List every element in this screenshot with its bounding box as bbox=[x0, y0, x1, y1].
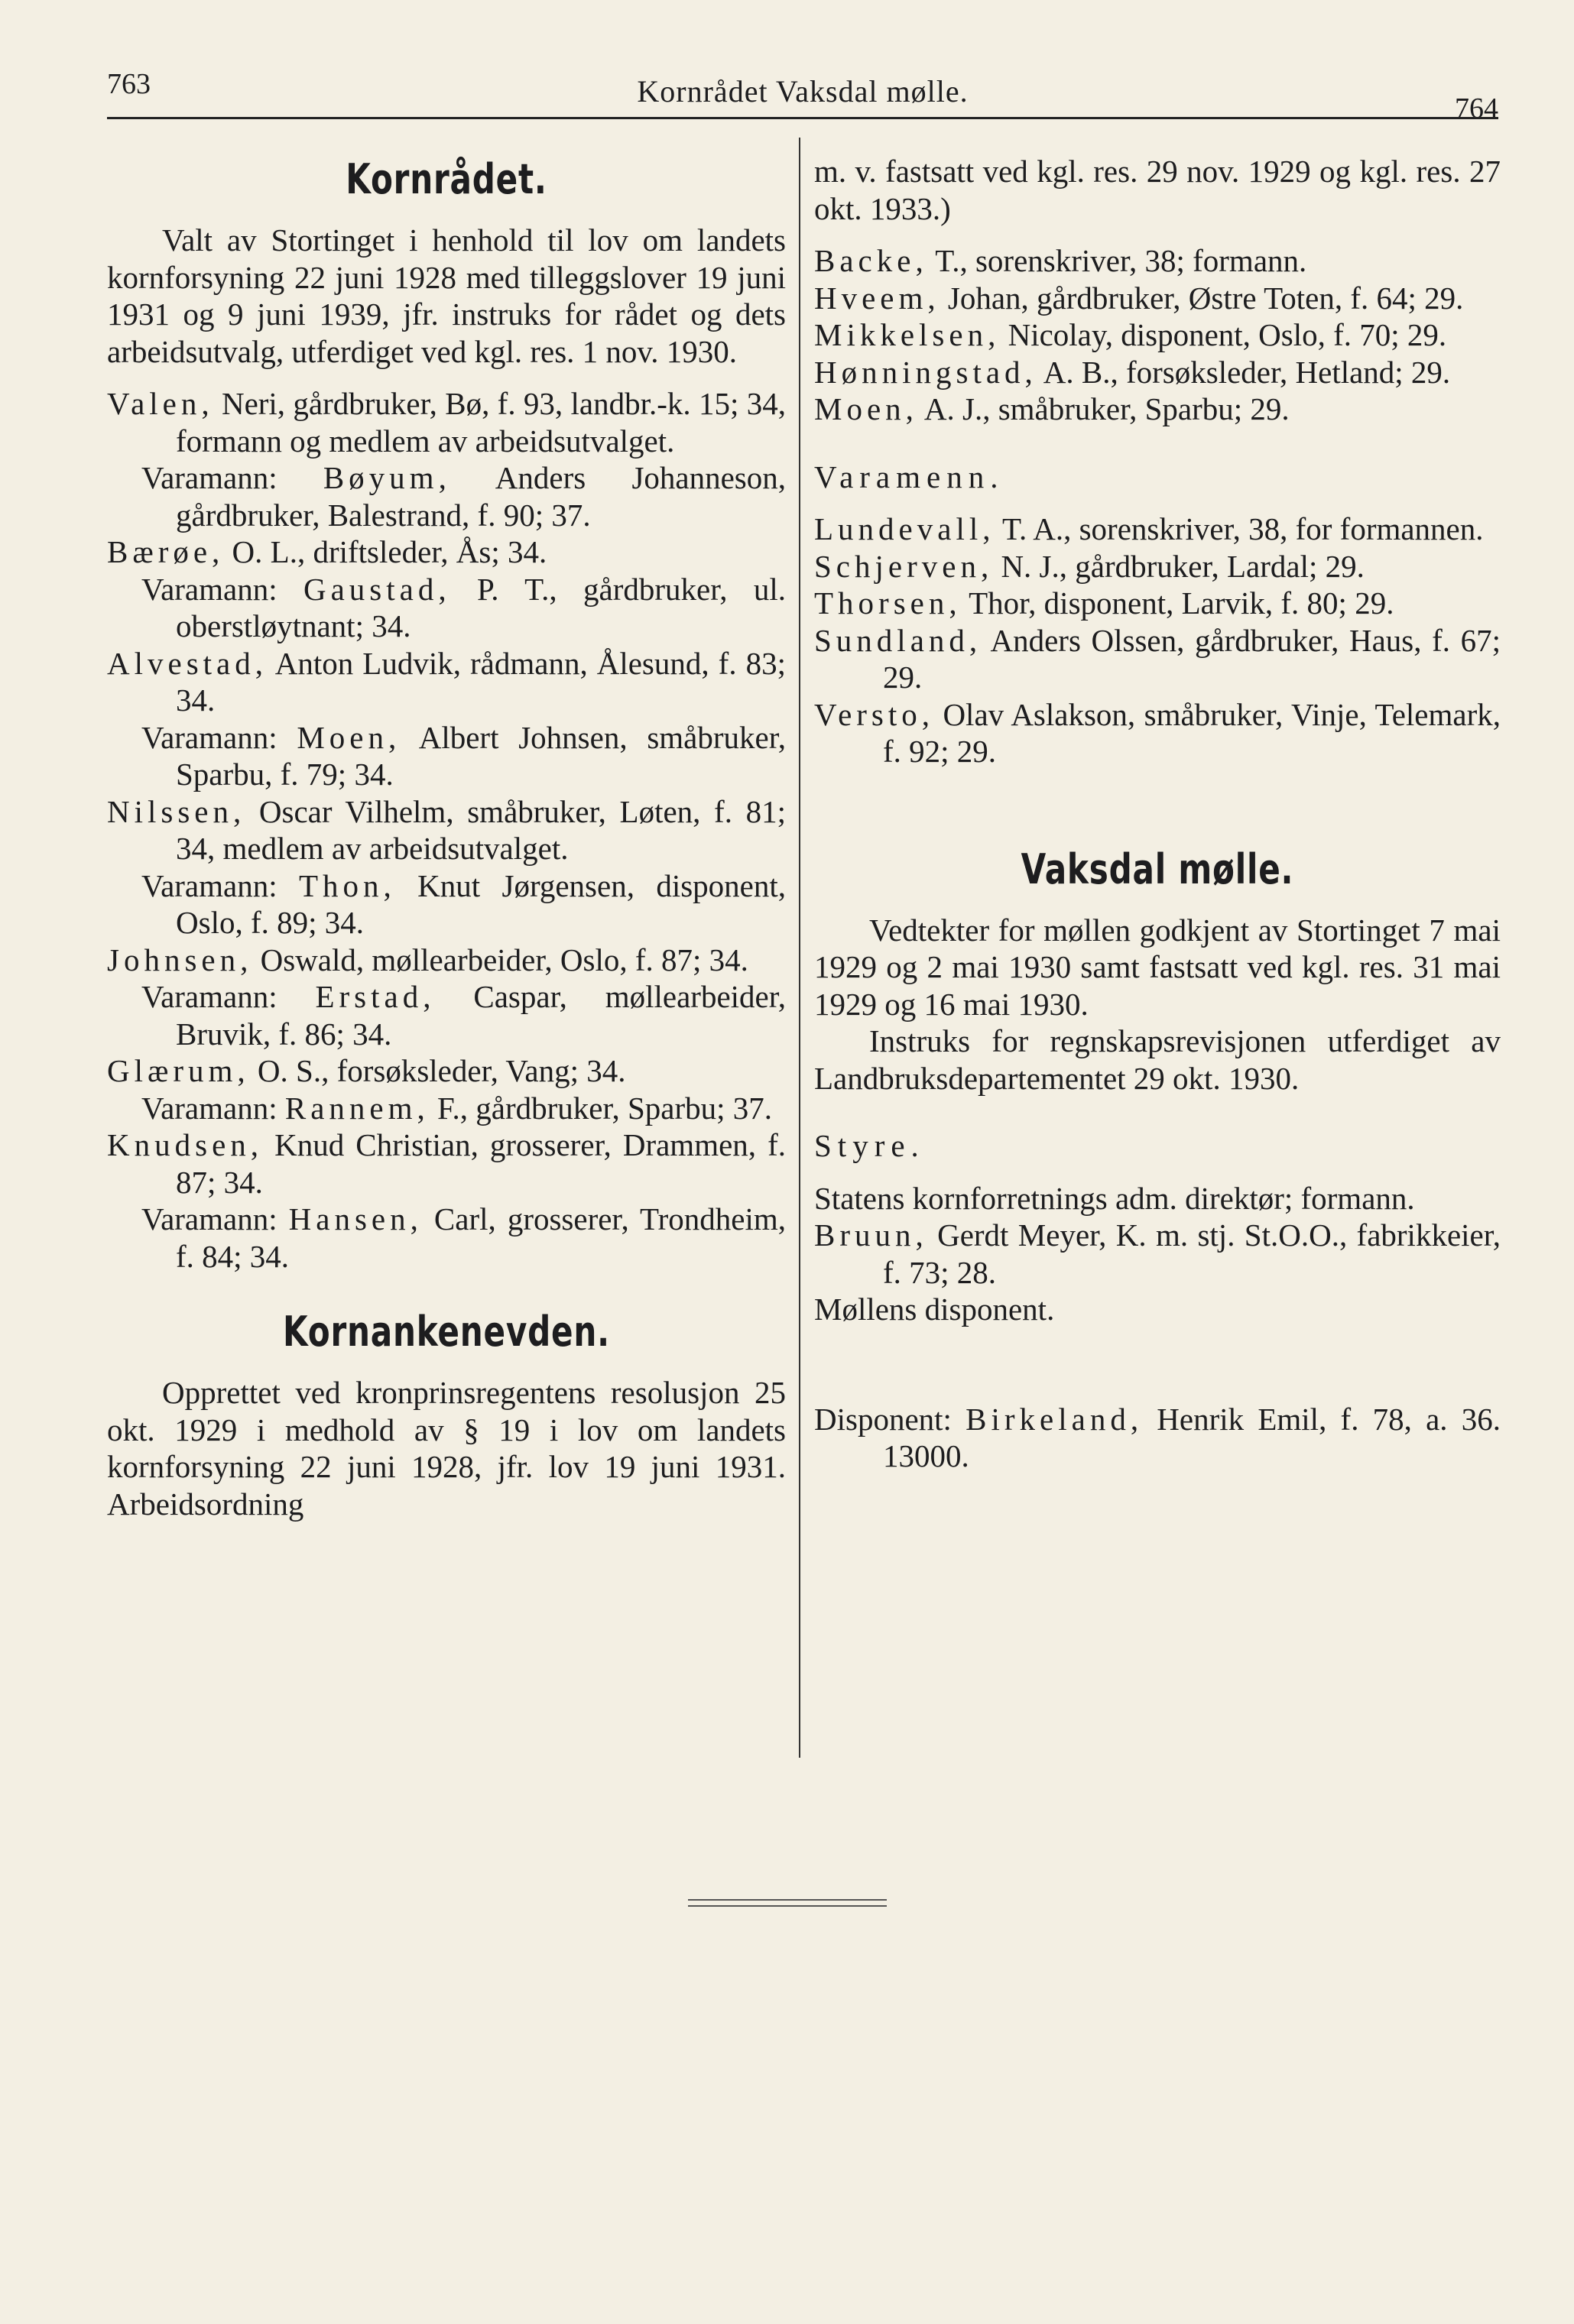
column-divider bbox=[799, 138, 800, 1758]
member-entry: Hveem, Johan, gårdbruker, Østre Toten, f. 64; 29. bbox=[814, 280, 1464, 316]
disponent-entry: Disponent: Birkeland, Henrik Emil, f. 78, a. 36. 13000. bbox=[814, 1401, 1501, 1473]
vaksdal-heading: Vaksdal mølle. bbox=[1021, 844, 1294, 893]
kornradet-heading: Kornrådet. bbox=[346, 155, 547, 203]
member-entry: Alvestad, Anton Ludvik, rådmann, Ålesund, f. 83; 34. bbox=[107, 645, 786, 718]
page-header bbox=[107, 67, 1498, 125]
alternate-entry: Sundland, Anders Olssen, gårdbruker, Haus, f. 67; 29. bbox=[814, 622, 1501, 695]
styre-entry: Møllens disponent. bbox=[814, 1292, 1055, 1327]
varamenn-heading: Varamenn. bbox=[814, 459, 1004, 494]
member-entry: Bærøe, O. L., driftsleder, Ås; 34. bbox=[107, 534, 547, 569]
kornankenevden-heading: Kornankenevden. bbox=[283, 1308, 610, 1356]
styre-heading: Styre. bbox=[814, 1128, 925, 1163]
kornankenevden-intro: Opprettet ved kronprinsregentens resolusjon 25 okt. 1929 i medhold av § 19 i lov om landets kornforsyning 22 juni 1928, jfr. lov 19 juni 1931. Arbeidsordning bbox=[107, 1375, 786, 1522]
alternate-entry: Varamann: Erstad, Caspar, møllearbeider, Bruvik, f. 86; 34. bbox=[141, 979, 786, 1052]
alternate-entry: Thorsen, Thor, disponent, Larvik, f. 80; 29. bbox=[814, 585, 1394, 621]
running-title: Kornrådet Vaksdal mølle. bbox=[637, 74, 969, 109]
alternate-entry: Varamann: Gaustad, P. T., gårdbruker, ul. oberstløytnant; 34. bbox=[141, 571, 787, 643]
page-number-left: 763 bbox=[107, 68, 151, 100]
member-entry: Moen, A. J., småbruker, Sparbu; 29. bbox=[814, 391, 1290, 426]
styre-entry: Bruun, Gerdt Meyer, K. m. stj. St.O.O., fabrikkeier, f. 73; 28. bbox=[814, 1217, 1501, 1290]
alternate-entry: Versto, Olav Aslakson, småbruker, Vinje, Telemark, f. 92; 29. bbox=[814, 696, 1501, 769]
kornradet-members bbox=[107, 385, 786, 1275]
alternate-entry: Varamann: Rannem, F., gårdbruker, Sparbu; 37. bbox=[141, 1090, 773, 1126]
member-entry: Johnsen, Oswald, møllearbeider, Oslo, f. 87; 34. bbox=[107, 942, 748, 977]
member-entry: Valen, Neri, gårdbruker, Bø, f. 93, landbr.-k. 15; 34, formann og medlem av arbeidsutvalget. bbox=[107, 386, 786, 459]
member-entry: Backe, T., sorenskriver, 38; formann. bbox=[814, 243, 1307, 278]
alternate-entry: Varamann: Bøyum, Anders Johanneson, gårdbruker, Balestrand, f. 90; 37. bbox=[141, 460, 786, 533]
member-entry: Knudsen, Knud Christian, grosserer, Drammen, f. 87; 34. bbox=[107, 1127, 786, 1200]
alternate-entry: Lundevall, T. A., sorenskriver, 38, for formannen. bbox=[814, 511, 1484, 546]
page-number-right: 764 bbox=[1455, 92, 1498, 125]
vaksdal-statutes: Vedtekter for møllen godkjent av Stortinget 7 mai 1929 og 2 mai 1930 samt fastsatt ved kgl. res. 31 mai 1929 og 16 mai 1930. bbox=[814, 912, 1501, 1022]
header-rule bbox=[107, 117, 1498, 119]
right-column bbox=[814, 153, 1501, 1475]
kornradet-intro: Valt av Stortinget i henhold til lov om landets kornforsyning 22 juni 1928 med tilleggslover 19 juni 1931 og 9 juni 1939, jfr. instruks for rådet og dets arbeidsutvalg, utferdiget ved kgl. res. 1 nov. 1930. bbox=[107, 222, 786, 369]
member-entry: Hønningstad, A. B., forsøksleder, Hetland; 29. bbox=[814, 354, 1451, 390]
member-entry: Glærum, O. S., forsøksleder, Vang; 34. bbox=[107, 1053, 626, 1088]
footer-rule bbox=[688, 1905, 887, 1907]
member-entry: Mikkelsen, Nicolay, disponent, Oslo, f. 70; 29. bbox=[814, 317, 1447, 352]
varamenn-list bbox=[814, 511, 1501, 770]
kornankenevden-intro-continued: m. v. fastsatt ved kgl. res. 29 nov. 1929 og kgl. res. 27 okt. 1933.) bbox=[814, 154, 1501, 226]
alternate-entry: Varamann: Thon, Knut Jørgensen, disponent, Oslo, f. 89; 34. bbox=[141, 867, 787, 940]
alternate-entry: Varamann: Hansen, Carl, grosserer, Trondheim, f. 84; 34. bbox=[141, 1201, 786, 1274]
styre-entry: Statens kornforretnings adm. direktør; formann. bbox=[814, 1180, 1415, 1216]
alternate-entry: Schjerven, N. J., gårdbruker, Lardal; 29. bbox=[814, 548, 1365, 584]
left-column bbox=[107, 153, 786, 1522]
kornankenevden-members bbox=[814, 242, 1501, 428]
vaksdal-instructions: Instruks for regnskapsrevisjonen utferdiget av Landbruksdepartementet 29 okt. 1930. bbox=[814, 1023, 1501, 1096]
member-entry: Nilssen, Oscar Vilhelm, småbruker, Løten, f. 81; 34, medlem av arbeidsutvalget. bbox=[107, 793, 786, 866]
alternate-entry: Varamann: Moen, Albert Johnsen, småbruker, Sparbu, f. 79; 34. bbox=[141, 719, 786, 792]
footer-rule bbox=[688, 1899, 887, 1901]
